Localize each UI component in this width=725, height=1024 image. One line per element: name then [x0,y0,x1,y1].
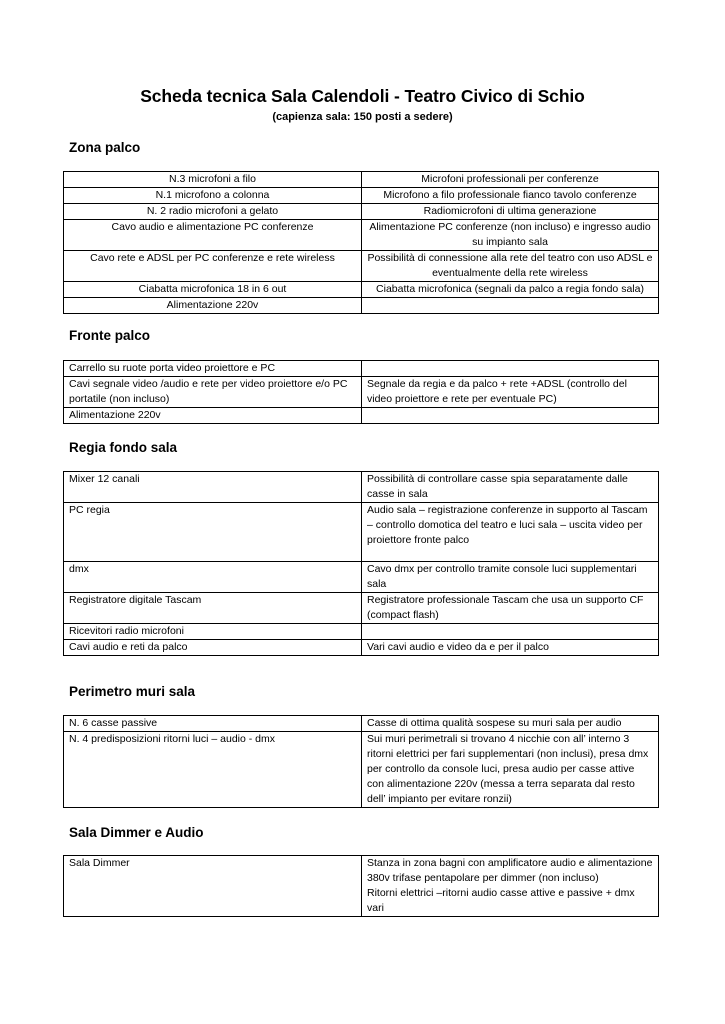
table-row [64,220,659,251]
cell-desc: Microfoni professionali per conferenze [362,172,659,188]
table-regia [63,471,659,656]
table-row [64,298,659,314]
table-row [64,856,659,917]
cell-desc: Sui muri perimetrali si trovano 4 nicchie con all’ interno 3 ritorni elettrici per fari supplementari (non inclusi), presa dmx per controllo da console luci, presa audio per casse attive con alimentazione 220v (messa a terra separata dal resto dell’ impianto per evitare ronzii) [362,732,659,808]
table-row [64,562,659,593]
cell-desc: Possibilità di connessione alla rete del teatro con uso ADSL e eventualmente della rete wireless [362,251,659,282]
cell-desc [362,856,659,917]
section-heading-regia: Regia fondo sala [69,440,178,455]
table-perimetro [63,715,659,808]
cell-item: Sala Dimmer [64,856,362,917]
cell-item: N.1 microfono a colonna [64,188,362,204]
table-row [64,361,659,377]
cell-desc-line: Stanza in zona bagni con amplificatore audio e alimentazione 380v trifase pentapolare per dimmer (non incluso) [367,857,653,884]
table-row [64,593,659,624]
table-row [64,282,659,298]
cell-item: Alimentazione 220v [64,408,362,424]
table-zona-palco [63,171,659,314]
table-row [64,408,659,424]
table-row [64,624,659,640]
cell-item: Cavo rete e ADSL per PC conferenze e rete wireless [64,251,362,282]
table-row [64,377,659,408]
table-row [64,472,659,503]
cell-desc [362,298,659,314]
table-row [64,251,659,282]
cell-desc [362,624,659,640]
cell-desc-line: Ritorni elettrici –ritorni audio casse attive e passive + dmx vari [367,887,635,914]
section-heading-dimmer: Sala Dimmer e Audio [69,825,204,840]
table-row [64,716,659,732]
cell-desc: Segnale da regia e da palco + rete +ADSL (controllo del video proiettore e rete per eventuale PC) [362,377,659,408]
cell-item: N.3 microfoni a filo [64,172,362,188]
cell-desc: Microfono a filo professionale fianco tavolo conferenze [362,188,659,204]
cell-item: Registratore digitale Tascam [64,593,362,624]
cell-desc [362,408,659,424]
cell-desc: Casse di ottima qualità sospese su muri sala per audio [362,716,659,732]
table-row [64,204,659,220]
cell-desc: Vari cavi audio e video da e per il palco [362,640,659,656]
table-row [64,172,659,188]
section-heading-fronte-palco: Fronte palco [69,328,151,343]
cell-item: Carrello su ruote porta video proiettore e PC [64,361,362,377]
cell-item: N. 2 radio microfoni a gelato [64,204,362,220]
cell-item: Cavi audio e reti da palco [64,640,362,656]
cell-item: Ciabatta microfonica 18 in 6 out [64,282,362,298]
table-row [64,732,659,808]
table-row [64,503,659,562]
table-row [64,640,659,656]
cell-item: Mixer 12 canali [64,472,362,503]
cell-item: dmx [64,562,362,593]
cell-item: PC regia [64,503,362,562]
cell-desc: Audio sala – registrazione conferenze in supporto al Tascam – controllo domotica del teatro e luci sala – uscita video per proiettore fronte palco [362,503,659,562]
cell-desc: Ciabatta microfonica (segnali da palco a regia fondo sala) [362,282,659,298]
cell-item: N. 6 casse passive [64,716,362,732]
table-dimmer [63,855,659,917]
cell-desc: Possibilità di controllare casse spia separatamente dalle casse in sala [362,472,659,503]
document-title: Scheda tecnica Sala Calendoli - Teatro Civico di Schio [140,86,585,106]
document-subtitle: (capienza sala: 150 posti a sedere) [272,111,453,123]
cell-item: Cavo audio e alimentazione PC conferenze [64,220,362,251]
section-heading-perimetro: Perimetro muri sala [69,684,196,699]
section-heading-zona-palco: Zona palco [69,140,141,155]
cell-desc: Cavo dmx per controllo tramite console luci supplementari sala [362,562,659,593]
cell-desc [362,361,659,377]
cell-desc: Radiomicrofoni di ultima generazione [362,204,659,220]
cell-desc: Registratore professionale Tascam che usa un supporto CF (compact flash) [362,593,659,624]
cell-item: N. 4 predisposizioni ritorni luci – audio - dmx [64,732,362,808]
cell-item: Cavi segnale video /audio e rete per video proiettore e/o PC portatile (non incluso) [64,377,362,408]
table-row [64,188,659,204]
cell-item: Alimentazione 220v [64,298,362,314]
table-fronte-palco [63,360,659,424]
cell-desc: Alimentazione PC conferenze (non incluso) e ingresso audio su impianto sala [362,220,659,251]
cell-item: Ricevitori radio microfoni [64,624,362,640]
